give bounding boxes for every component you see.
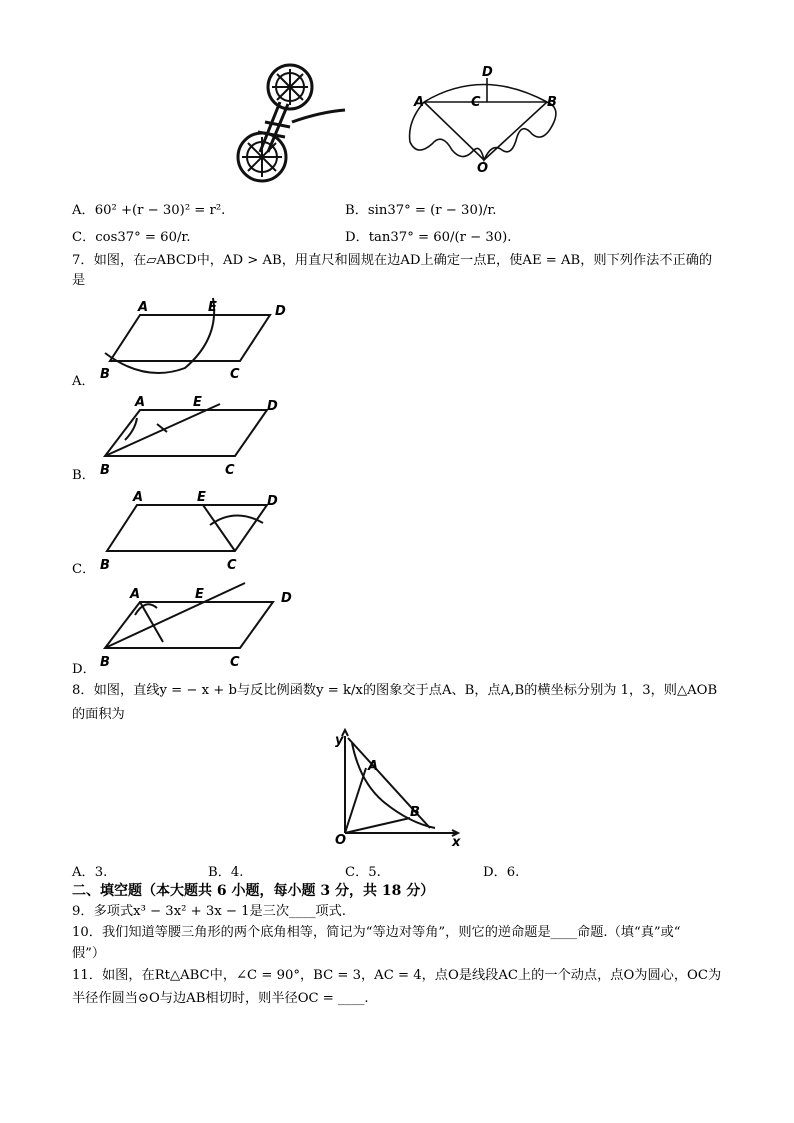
label-C: C bbox=[230, 655, 240, 670]
q7-figure-b bbox=[95, 390, 295, 480]
label-B: B bbox=[547, 95, 557, 110]
q11-line2: 半径作圆当⊙O与边AB相切时，则半径OC = ____. bbox=[72, 991, 369, 1006]
label-O: O bbox=[335, 833, 347, 848]
bicycle-wheel-figure bbox=[230, 62, 355, 187]
label-D: D bbox=[482, 65, 493, 80]
q8-stem-line1: 8．如图，直线y = − x + b与反比例函数y = k/x的图象交于点A、B，点A,B的横坐标分别为 1，3，则△AOB bbox=[72, 683, 718, 698]
label-B: B bbox=[100, 367, 110, 382]
label-D: D bbox=[281, 591, 292, 606]
label-O: O bbox=[477, 161, 489, 176]
q8-option-c: C．5. bbox=[345, 865, 381, 880]
label-A: A bbox=[135, 395, 146, 410]
q10-line2: 假”） bbox=[72, 946, 106, 961]
section-heading: 二、填空题（本大题共 6 小题，每小题 3 分，共 18 分） bbox=[72, 883, 435, 899]
q8-figure bbox=[330, 728, 465, 848]
label-E: E bbox=[193, 395, 202, 410]
q8-stem-line2: 的面积为 bbox=[72, 707, 125, 722]
label-B: B bbox=[100, 463, 110, 478]
label-x: x bbox=[452, 835, 461, 848]
label-A: A bbox=[138, 300, 149, 315]
label-E: E bbox=[208, 300, 217, 315]
q8-option-b: B．4. bbox=[208, 865, 244, 880]
q7-option-d: D． bbox=[72, 662, 96, 677]
label-C: C bbox=[225, 463, 235, 478]
label-B: B bbox=[100, 558, 110, 573]
q7-figure-c bbox=[95, 485, 295, 575]
label-E: E bbox=[197, 490, 206, 505]
q9-text: 9．多项式x³ − 3x² + 3x − 1是三次____项式. bbox=[72, 904, 347, 919]
label-E: E bbox=[195, 587, 204, 602]
q8-option-a: A．3. bbox=[72, 865, 108, 880]
label-A: A bbox=[414, 95, 425, 110]
q7-figure-a bbox=[95, 293, 295, 383]
q7-stem-line2: 是 bbox=[72, 273, 86, 288]
label-B: B bbox=[410, 805, 420, 820]
q11-line1: 11．如图，在Rt△ABC中，∠C = 90°，BC = 3，AC = 4，点O是线段AC上的一个动点，点O为圆心，OC为 bbox=[72, 968, 722, 983]
q7-stem-line1: 7．如图，在▱ABCD中，AD > AB，用直尺和圆规在边AD上确定一点E，使AE = AB，则下列作法不正确的 bbox=[72, 253, 713, 268]
label-B: B bbox=[100, 655, 110, 670]
label-C: C bbox=[471, 95, 481, 110]
label-y: y bbox=[335, 733, 344, 748]
label-A: A bbox=[368, 759, 379, 774]
q10-line1: 10．我们知道等腰三角形的两个底角相等，简记为“等边对等角”，则它的逆命题是____命题.（填“真”或“ bbox=[72, 925, 681, 940]
label-A: A bbox=[130, 587, 141, 602]
q7-figure-d bbox=[95, 580, 305, 675]
label-D: D bbox=[267, 399, 278, 414]
label-D: D bbox=[275, 304, 286, 319]
label-C: C bbox=[227, 558, 237, 573]
arc-bridge-figure bbox=[402, 62, 562, 177]
q6-option-b: B．sin37° = (r − 30)/r. bbox=[345, 203, 497, 218]
q7-option-b: B． bbox=[72, 468, 95, 483]
q7-option-c: C． bbox=[72, 562, 96, 577]
q8-option-d: D．6. bbox=[483, 865, 520, 880]
q6-option-d: D．tan37° = 60/(r − 30). bbox=[345, 230, 512, 245]
label-D: D bbox=[267, 494, 278, 509]
label-A: A bbox=[133, 490, 144, 505]
q6-option-a: A．60² +(r − 30)² = r². bbox=[72, 203, 226, 218]
q6-option-c: C．cos37° = 60/r. bbox=[72, 230, 191, 245]
q7-option-a: A． bbox=[72, 374, 95, 389]
label-C: C bbox=[230, 367, 240, 382]
